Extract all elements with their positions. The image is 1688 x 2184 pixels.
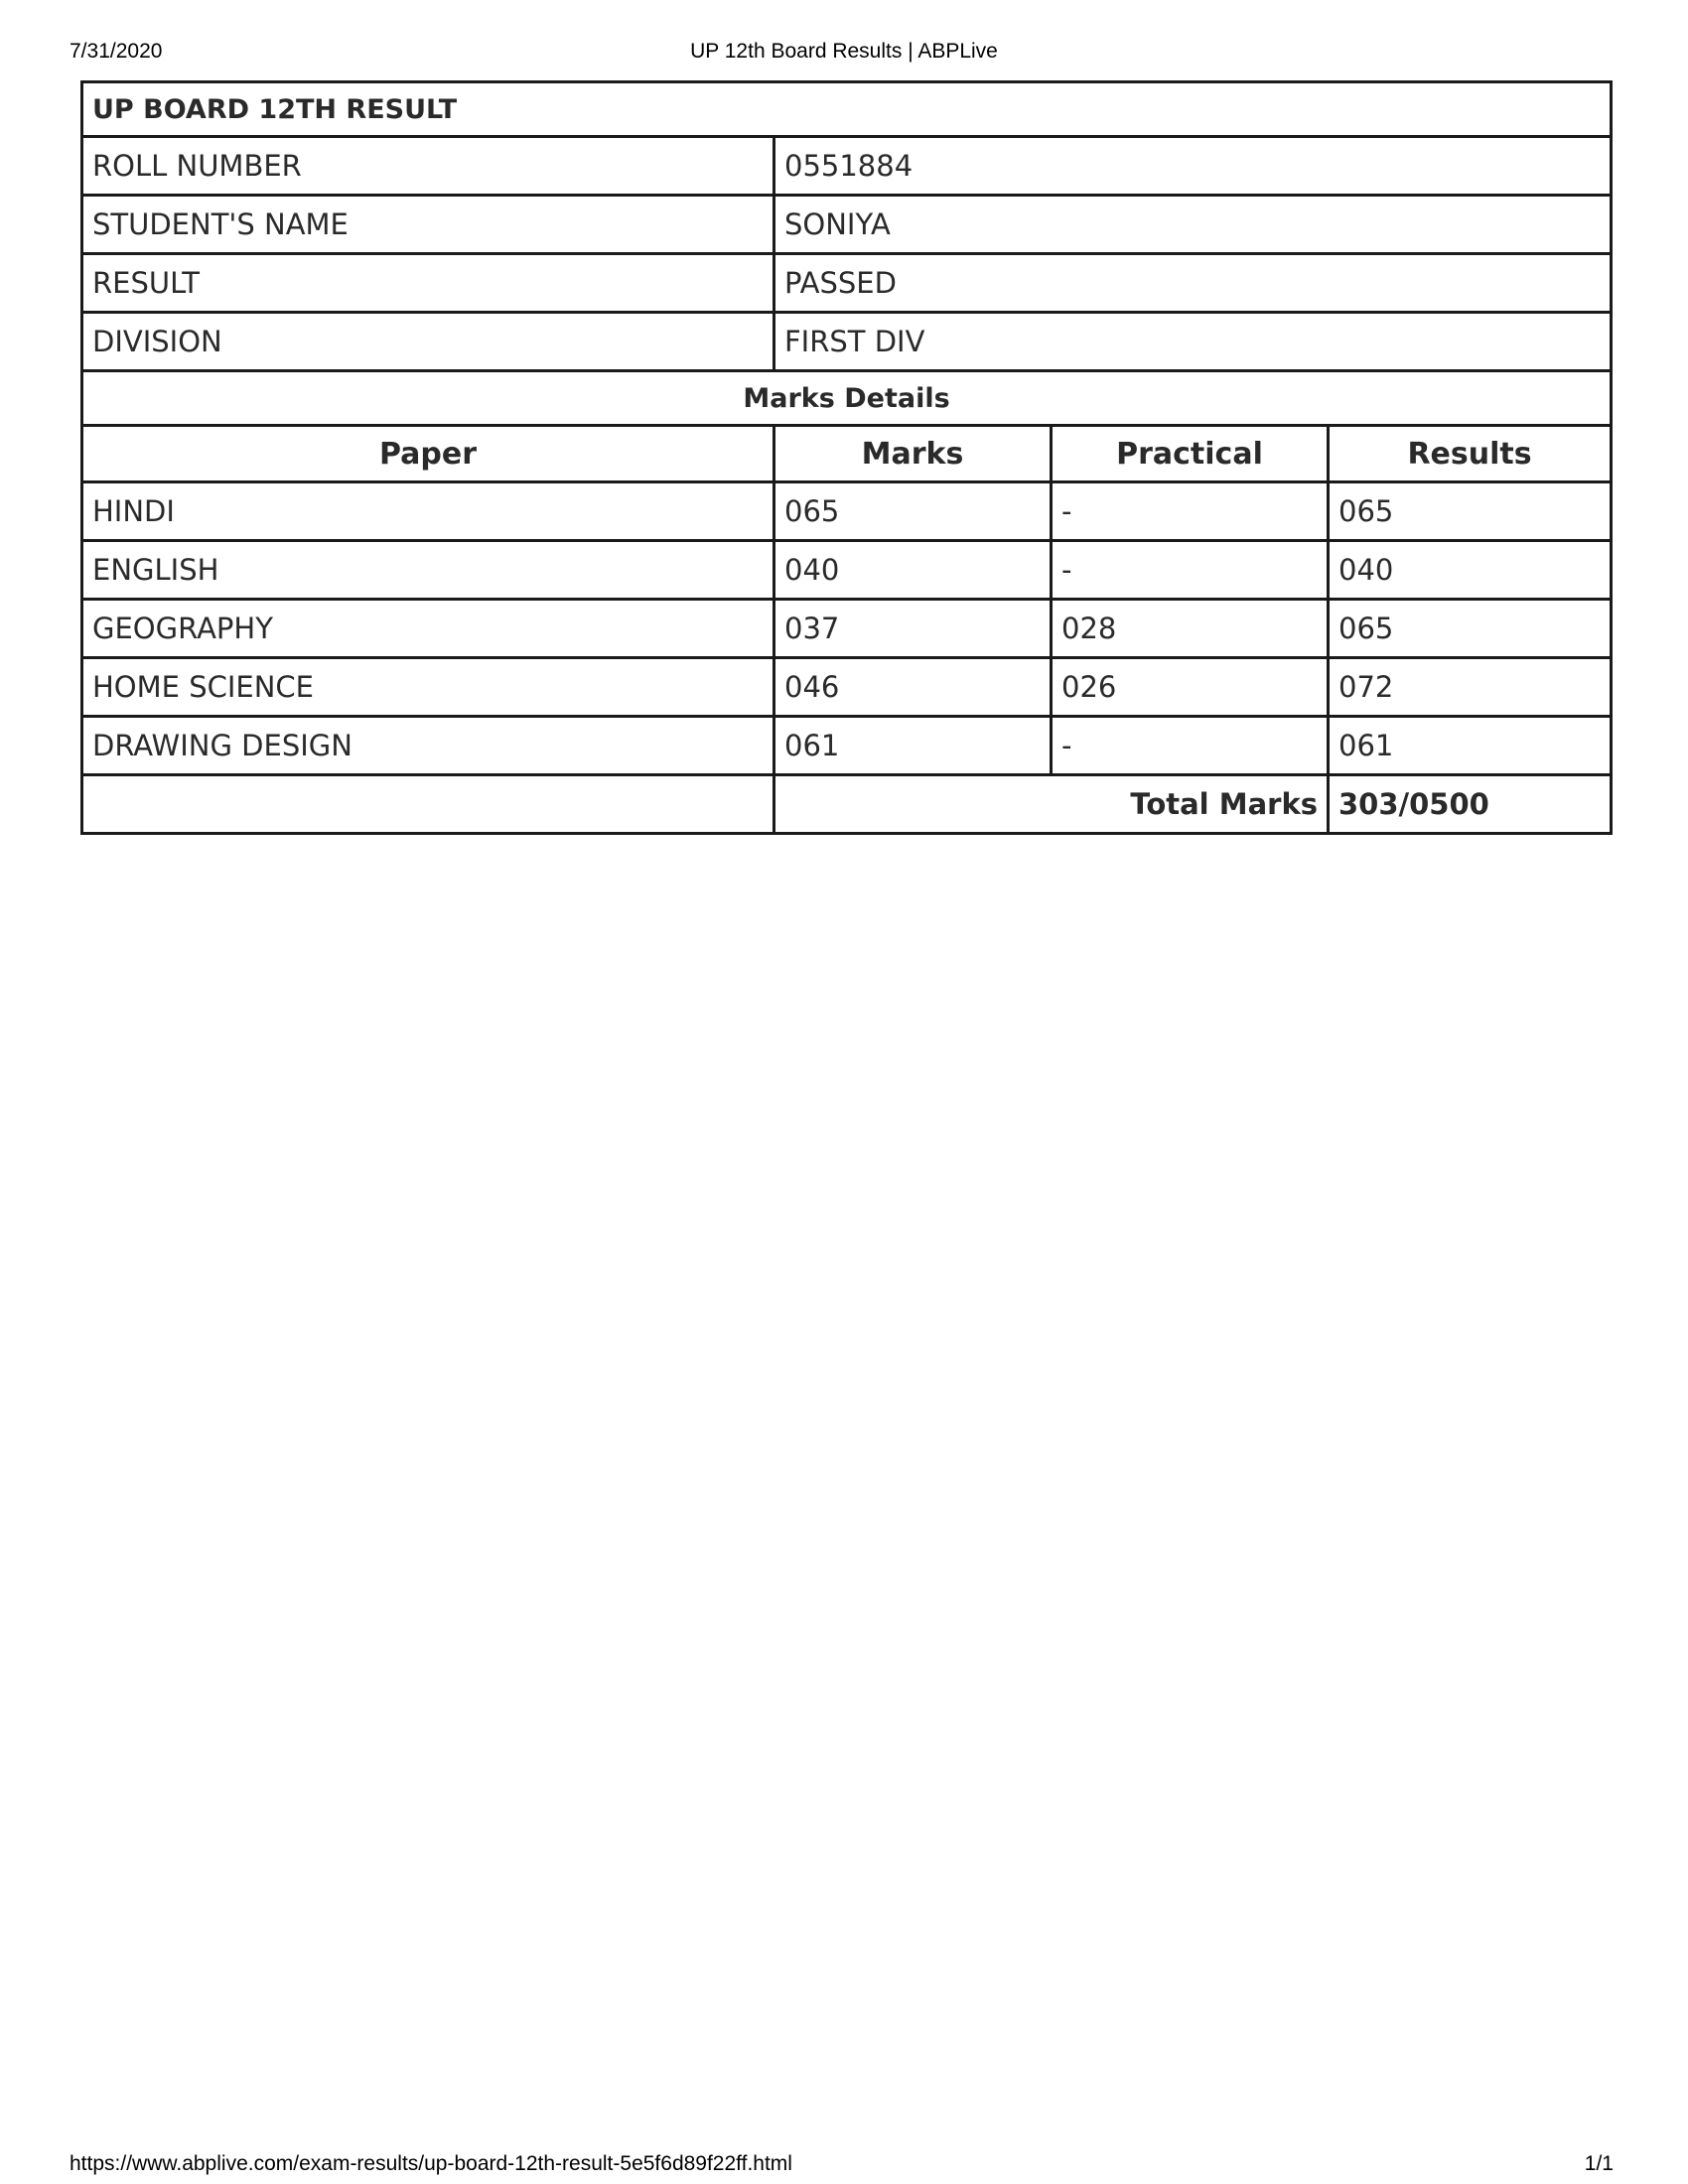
results-cell: 061 <box>1329 717 1612 775</box>
column-header-paper: Paper <box>82 426 774 482</box>
practical-cell: 026 <box>1052 658 1329 717</box>
total-marks-label: Total Marks <box>774 775 1329 834</box>
info-row-division <box>82 313 1612 371</box>
info-row-student-name <box>82 196 1612 254</box>
info-label: RESULT <box>82 254 774 313</box>
paper-cell: HOME SCIENCE <box>82 658 774 717</box>
marks-cell: 040 <box>774 541 1052 600</box>
practical-cell: 028 <box>1052 600 1329 658</box>
result-title: UP BOARD 12TH RESULT <box>82 82 1612 137</box>
marks-details-heading: Marks Details <box>82 371 1612 426</box>
column-header-practical: Practical <box>1052 426 1329 482</box>
info-value: 0551884 <box>774 137 1612 196</box>
total-marks-value: 303/0500 <box>1329 775 1612 834</box>
results-cell: 065 <box>1329 482 1612 541</box>
result-title-row <box>82 82 1612 137</box>
print-page-title: UP 12th Board Results | ABPLive <box>690 40 998 63</box>
info-value: PASSED <box>774 254 1612 313</box>
result-table <box>80 80 1613 835</box>
results-cell: 065 <box>1329 600 1612 658</box>
marks-cell: 037 <box>774 600 1052 658</box>
table-row <box>82 541 1612 600</box>
paper-cell: HINDI <box>82 482 774 541</box>
marks-cell: 046 <box>774 658 1052 717</box>
practical-cell: - <box>1052 717 1329 775</box>
print-date: 7/31/2020 <box>70 40 163 63</box>
marks-cell: 061 <box>774 717 1052 775</box>
info-value: SONIYA <box>774 196 1612 254</box>
table-row <box>82 600 1612 658</box>
info-value: FIRST DIV <box>774 313 1612 371</box>
results-cell: 072 <box>1329 658 1612 717</box>
page-url: https://www.abplive.com/exam-results/up-board-12th-result-5e5f6d89f22ff.html <box>70 2152 792 2175</box>
table-row <box>82 658 1612 717</box>
table-row <box>82 482 1612 541</box>
info-label: ROLL NUMBER <box>82 137 774 196</box>
page-number: 1/1 <box>1584 2152 1614 2175</box>
print-footer <box>0 2152 1688 2182</box>
paper-cell: ENGLISH <box>82 541 774 600</box>
print-header <box>0 40 1688 69</box>
column-header-results: Results <box>1329 426 1612 482</box>
info-label: DIVISION <box>82 313 774 371</box>
paper-cell: GEOGRAPHY <box>82 600 774 658</box>
info-label: STUDENT'S NAME <box>82 196 774 254</box>
marks-cell: 065 <box>774 482 1052 541</box>
table-row <box>82 717 1612 775</box>
marks-details-row <box>82 371 1612 426</box>
practical-cell: - <box>1052 541 1329 600</box>
practical-cell: - <box>1052 482 1329 541</box>
paper-cell: DRAWING DESIGN <box>82 717 774 775</box>
info-row-roll-number <box>82 137 1612 196</box>
total-row <box>82 775 1612 834</box>
marks-header-row <box>82 426 1612 482</box>
total-empty-cell <box>82 775 774 834</box>
info-row-result <box>82 254 1612 313</box>
results-cell: 040 <box>1329 541 1612 600</box>
column-header-marks: Marks <box>774 426 1052 482</box>
